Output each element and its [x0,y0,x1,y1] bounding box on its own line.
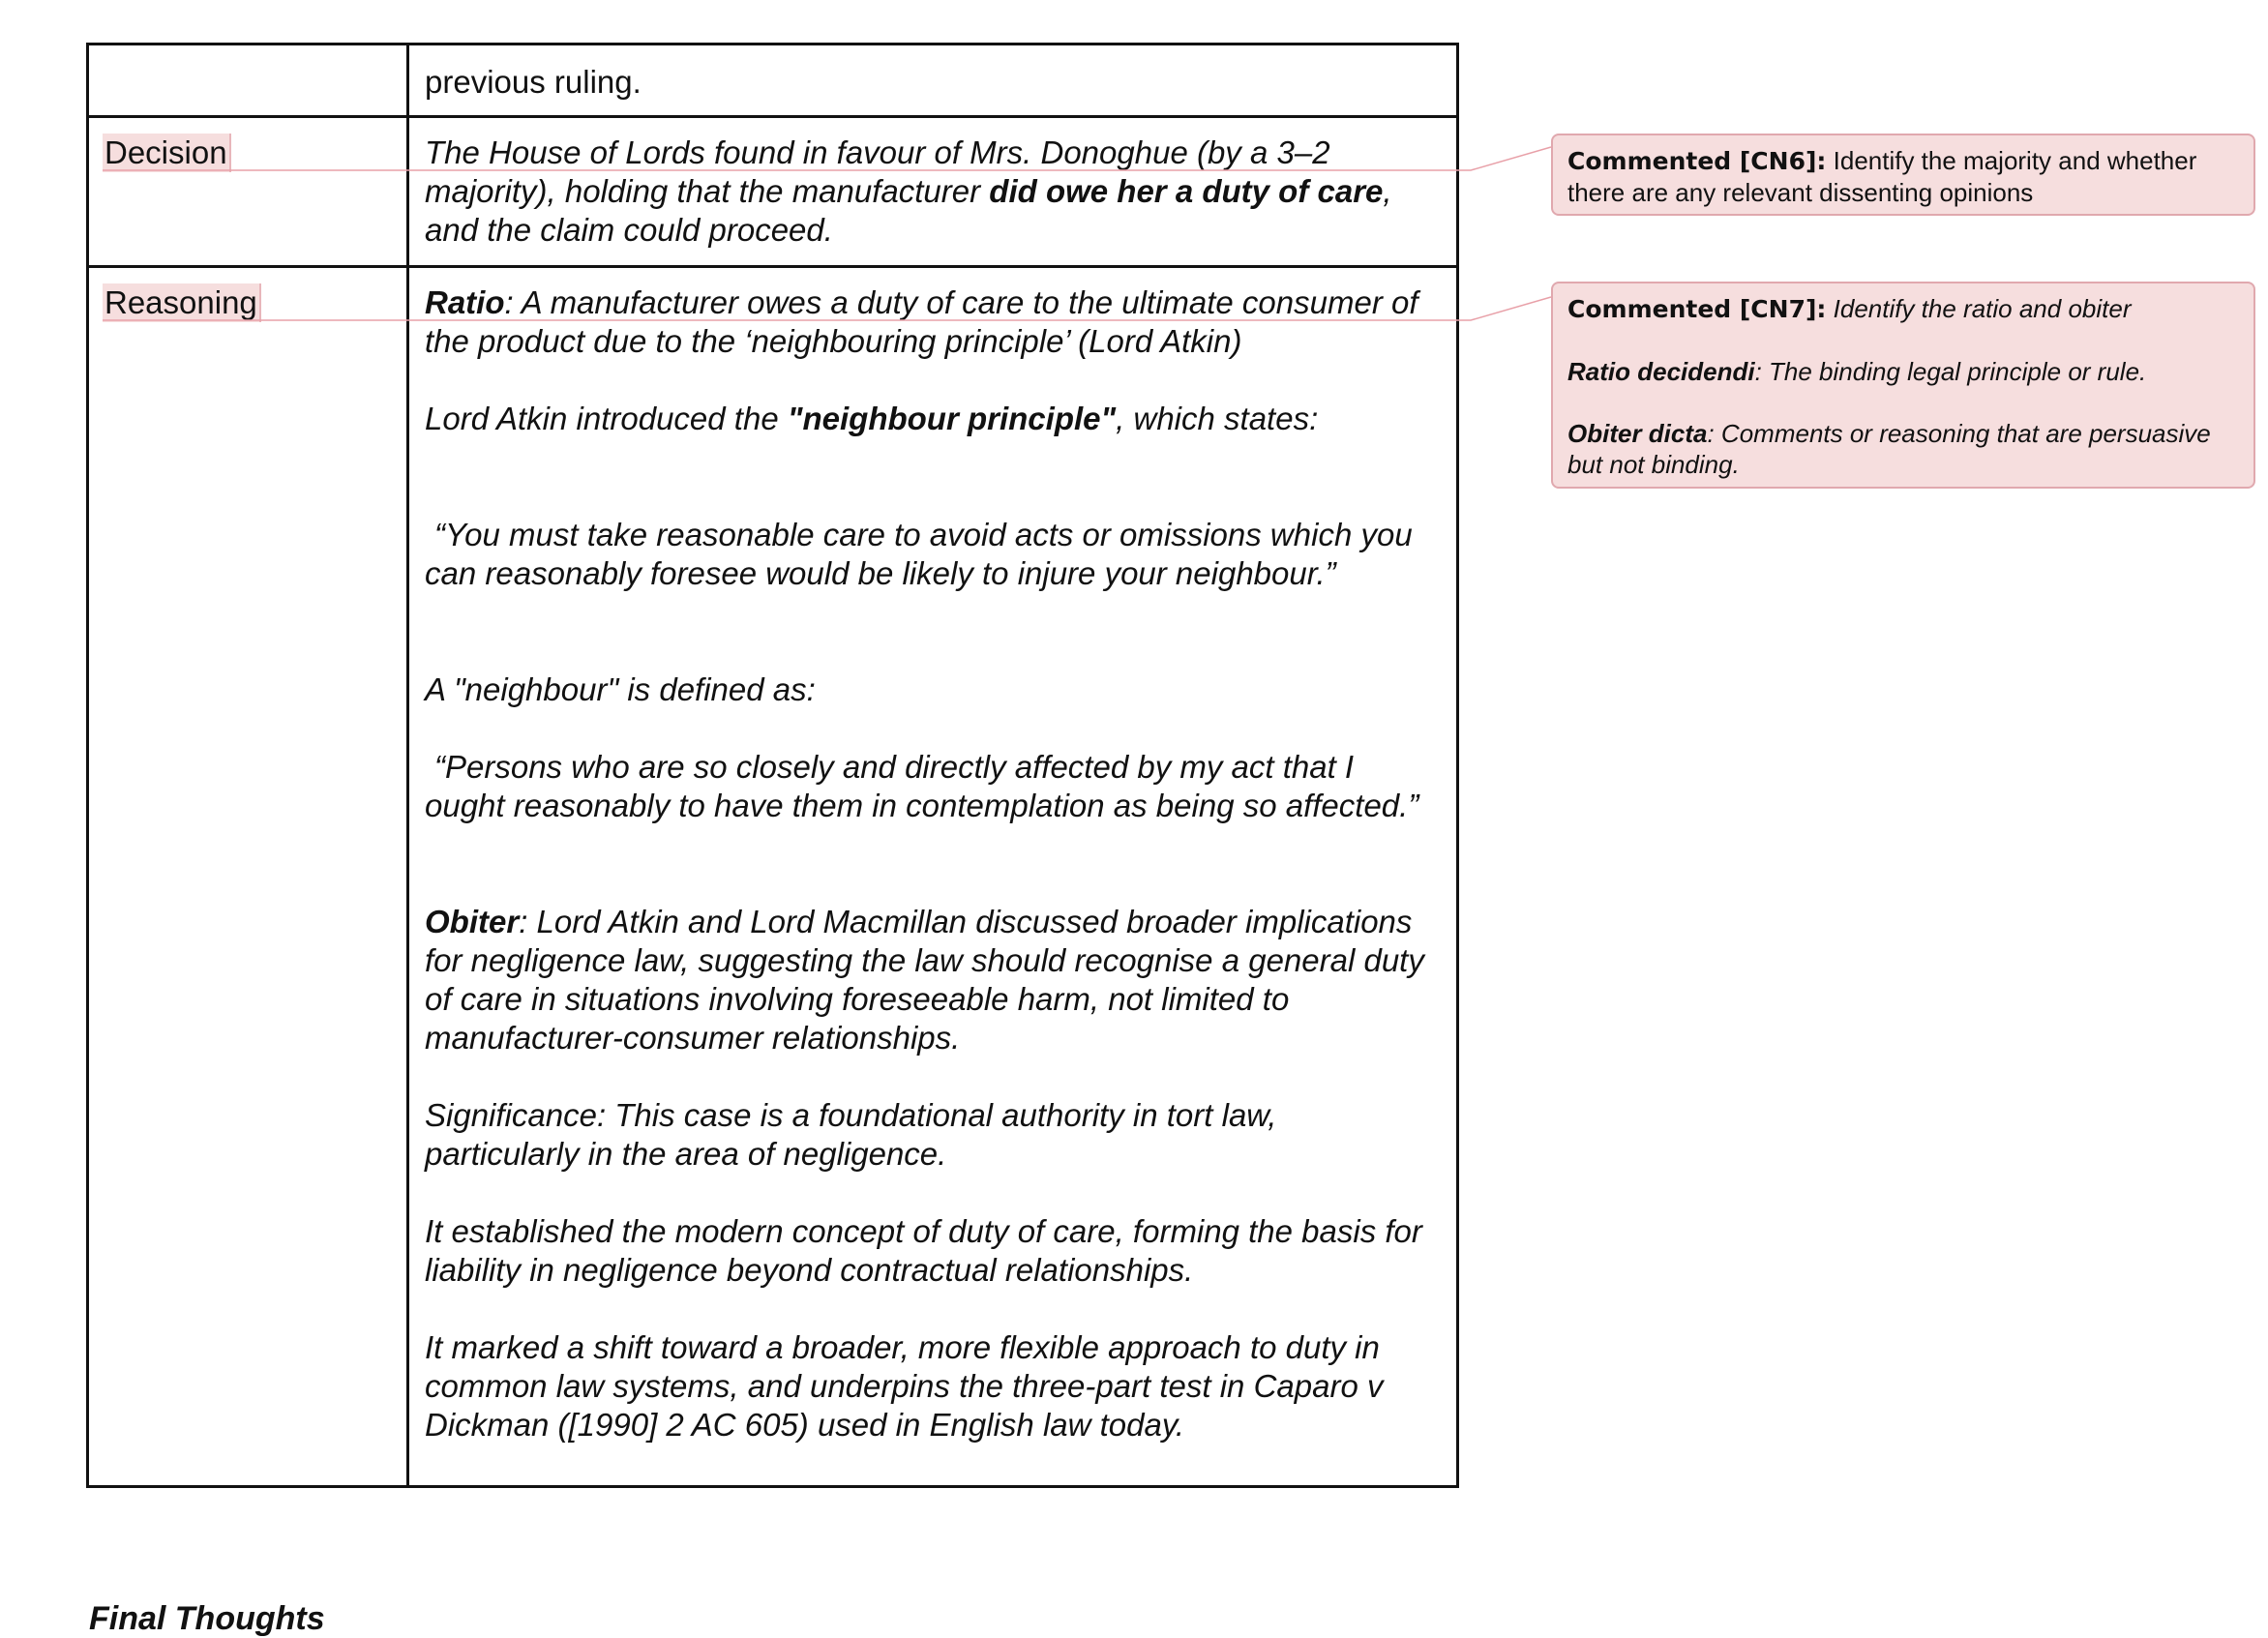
obiter-term: Obiter [425,904,520,939]
neighbour-intro [425,400,1437,438]
decision-text-b: , and the claim could proceed. [425,173,1392,248]
content-cell-decision [408,117,1458,267]
content-cell-reasoning [408,267,1458,1487]
case-brief-table [86,43,1459,1488]
label-cell-decision [88,117,408,267]
established-paragraph: It established the modern concept of duty of care, forming the basis for liability in negligence beyond contractual relationships. [425,1213,1422,1288]
quote-neighbour-definition: “Persons who are so closely and directly affected by my act that I ought reasonably to have them in contemplation as being so affected.” [425,749,1419,823]
comment-cn7-obiter-term: Obiter dicta [1567,419,1708,448]
label-cell-reasoning [88,267,408,1487]
obiter-text: : Lord Atkin and Lord Macmillan discussed broader implications for negligence law, suggesting the law should recognise a general duty of care in situations involving foreseeable harm, not limited to manufacturer-consumer relationships. [425,904,1424,1056]
comment-cn7-ratio-text: : The binding legal principle or rule. [1754,357,2147,386]
comment-cn6-head: Commented [CN6]: [1567,147,1827,175]
comment-cn7-body: Identify the ratio and obiter [1826,294,2132,323]
previous-ruling-text: previous ruling. [425,64,642,100]
decision-text [425,134,1437,250]
ratio-text: : A manufacturer owes a duty of care to the ultimate consumer of the product due to the ‘neighbouring principle’ (Lord Atkin) [425,284,1418,359]
intro-text-bold: "neighbour principle" [787,401,1117,436]
table-row-decision [88,117,1458,267]
table-row-previous [88,45,1458,117]
final-thoughts-heading: Final Thoughts [89,1600,325,1637]
comment-cn7-obiter [1567,418,2239,480]
comment-cn6[interactable] [1551,134,2255,216]
comment-cn6-text [1567,145,2239,208]
intro-text-a: Lord Atkin introduced the [425,401,788,436]
comment-cn7[interactable] [1551,282,2255,489]
reasoning-label[interactable]: Reasoning [103,283,261,322]
significance-paragraph: Significance: This case is a foundational authority in tort law, particularly in the area of negligence. [425,1097,1277,1172]
decision-text-bold: did owe her a duty of care [989,173,1384,209]
decision-label[interactable]: Decision [103,134,231,172]
shift-paragraph: It marked a shift toward a broader, more flexible approach to duty in common law systems, and underpins the three-part test in Caparo v Dickman ([1990] 2 AC 605) used in English law today. [425,1329,1384,1443]
content-cell-previous [408,45,1458,117]
obiter-paragraph [425,903,1437,1057]
ratio-paragraph [425,283,1437,361]
decision-text-a: The House of Lords found in favour of Mrs. Donoghue (by a 3–2 majority), holding that the manufacturer [425,134,1330,209]
comment-cn7-ratio [1567,356,2239,387]
comment-cn7-obiter-text: : Comments or reasoning that are persuasive but not binding. [1567,419,2211,479]
comment-cn6-body: Identify the majority and whether there are any relevant dissenting opinions [1567,146,2197,207]
comment-cn7-ratio-term: Ratio decidendi [1567,357,1755,386]
intro-text-b: , which states: [1116,401,1319,436]
ratio-term: Ratio [425,284,505,320]
neighbour-definition-intro: A "neighbour" is defined as: [425,671,816,707]
label-cell-empty [88,45,408,117]
quote-neighbour-principle: “You must take reasonable care to avoid acts or omissions which you can reasonably foresee would be likely to injure your neighbour.” [425,517,1413,591]
table-row-reasoning [88,267,1458,1487]
comment-cn7-text [1567,293,2239,325]
comment-cn7-head: Commented [CN7]: [1567,295,1827,323]
